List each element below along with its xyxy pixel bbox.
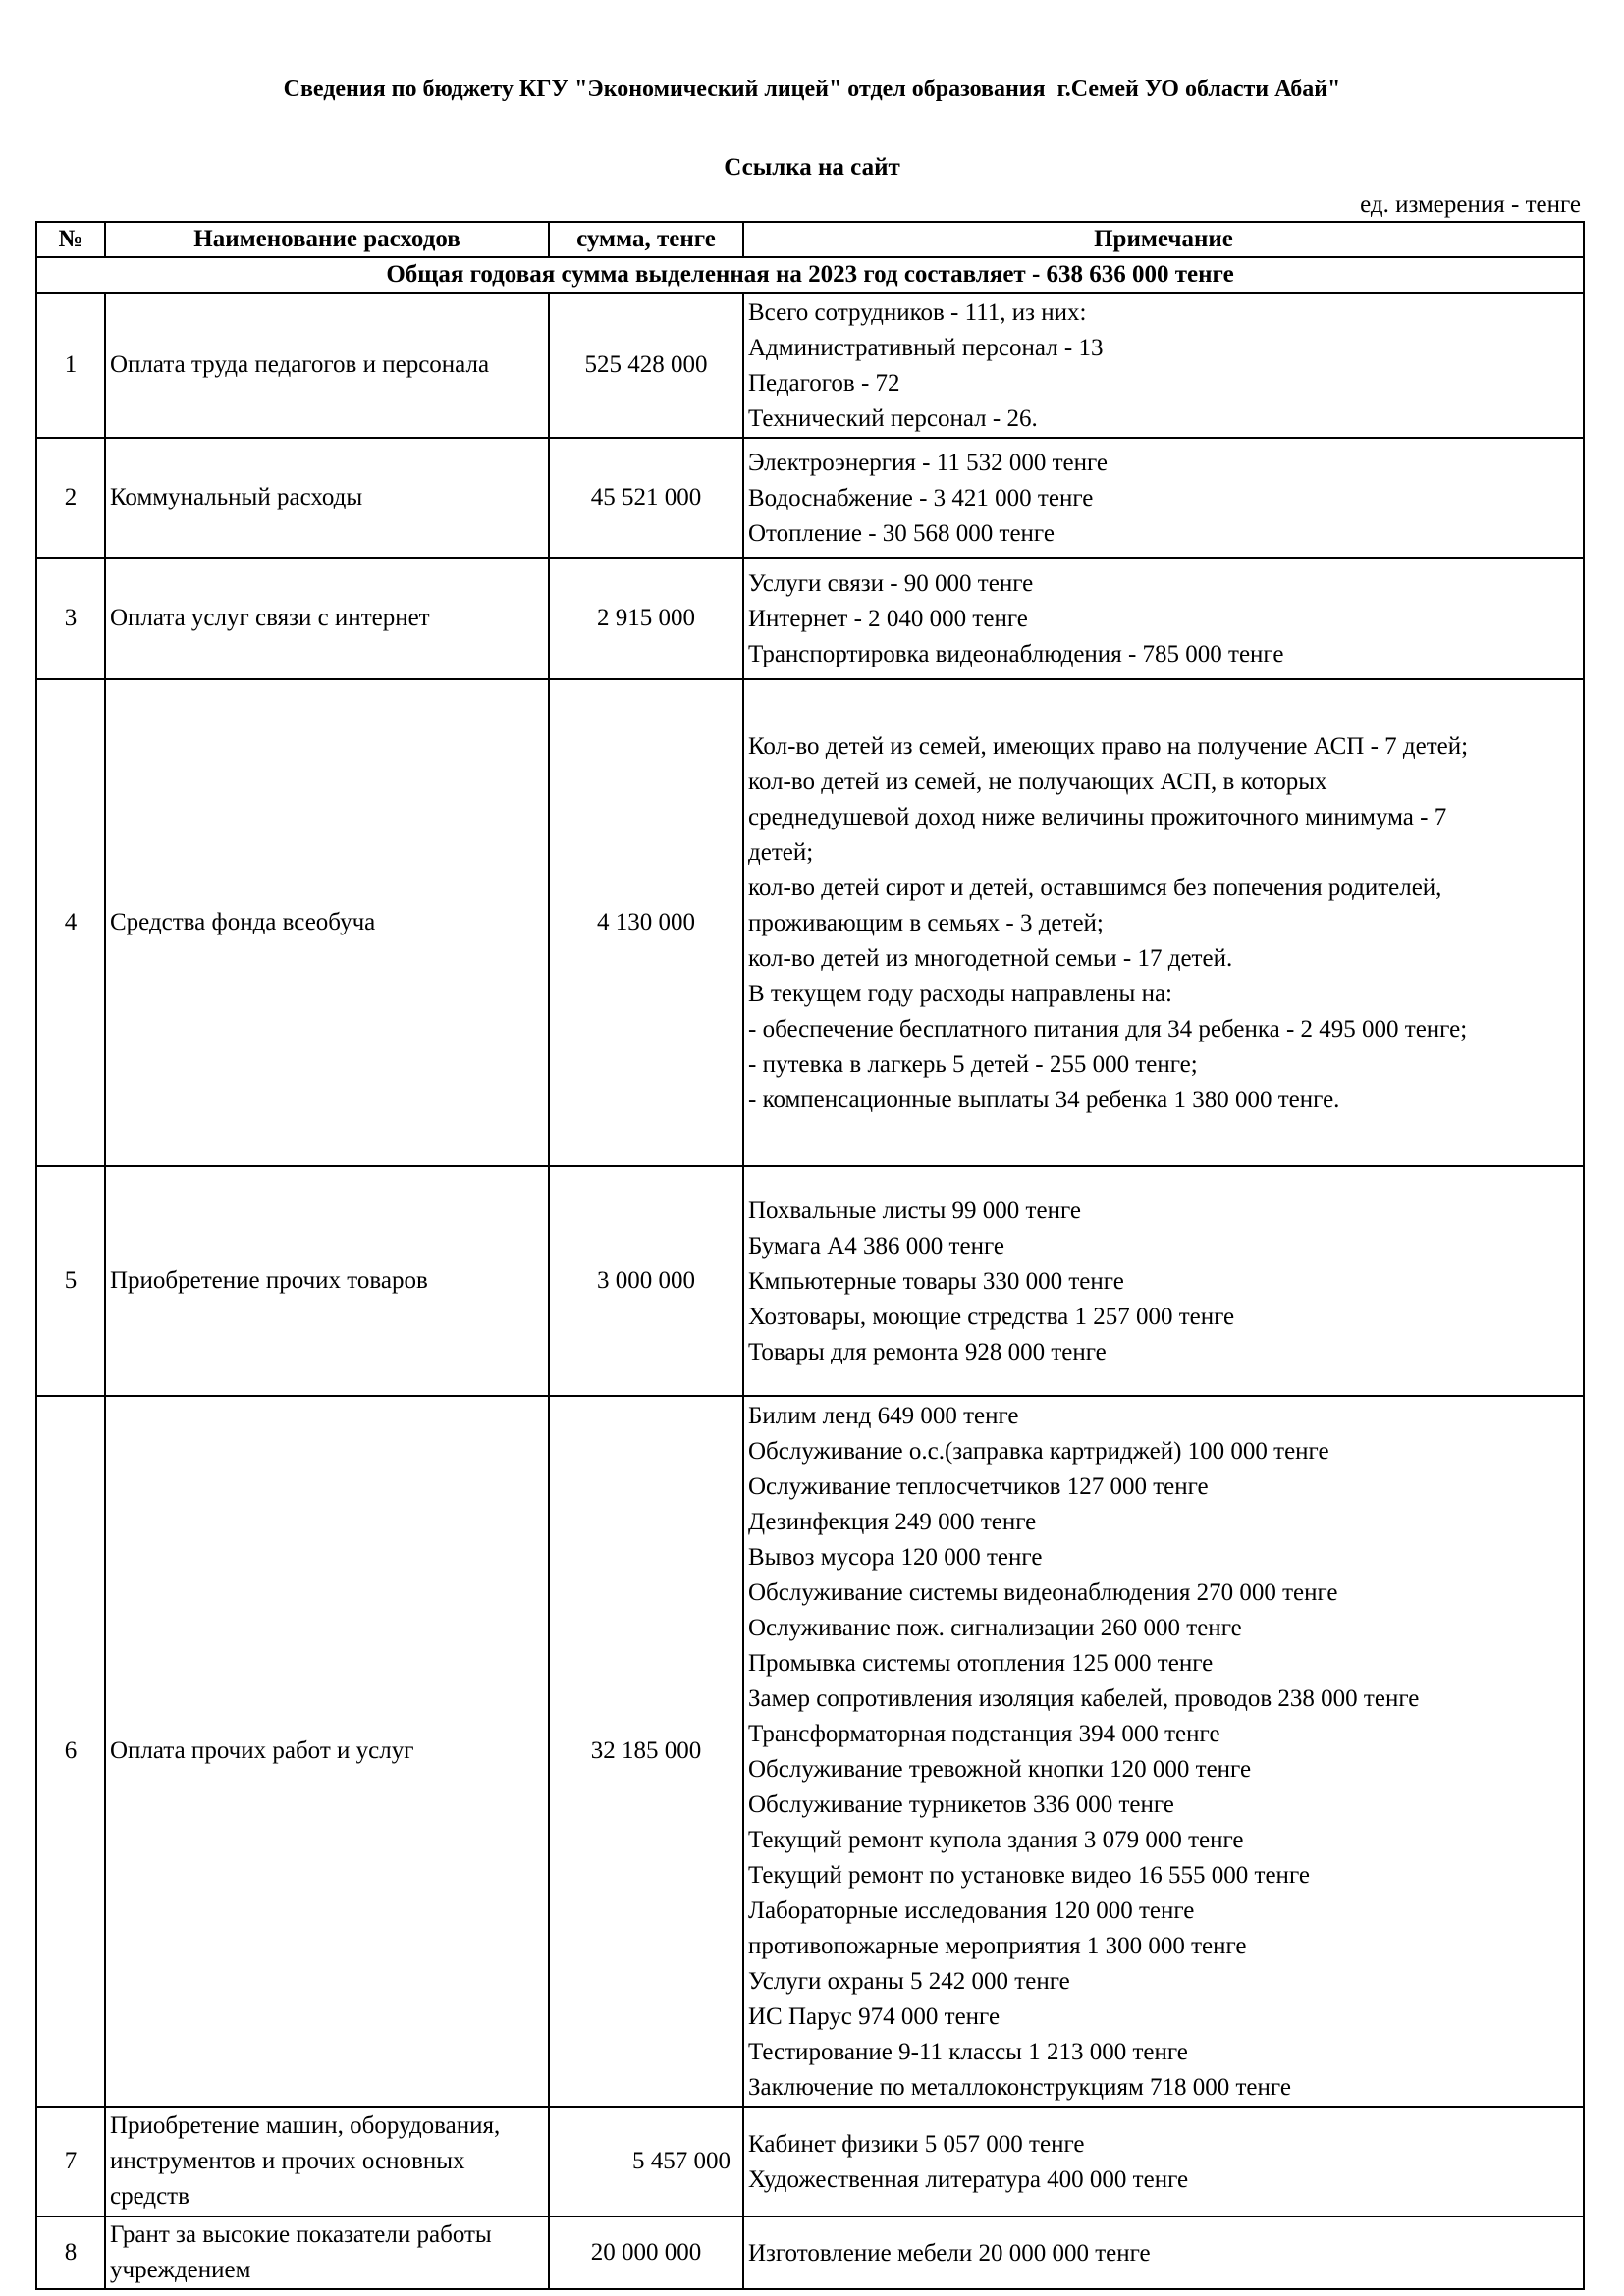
- expense-note: [743, 2107, 1584, 2216]
- row-number: 5: [36, 1166, 105, 1396]
- note-line: Дезинфекция 249 000 тенге: [748, 1509, 1037, 1535]
- row-number: 3: [36, 558, 105, 679]
- document-title: Сведения по бюджету КГУ "Экономический лицей" отдел образования г.Семей УО области Абай": [283, 77, 1341, 102]
- note-line: Электроэнергия - 11 532 000 тенге: [748, 450, 1109, 476]
- note-line: Билим ленд 649 000 тенге: [748, 1403, 1019, 1429]
- expense-sum: 4 130 000: [549, 679, 743, 1166]
- row-number: 8: [36, 2216, 105, 2289]
- note-line: Вывоз мусора 120 000 тенге: [748, 1544, 1043, 1571]
- site-link-label: Ссылка на сайт: [724, 154, 900, 181]
- note-line: Похвальные листы 99 000 тенге: [748, 1198, 1081, 1224]
- note-line: Кол-во детей из семей, имеющих право на получение АСП - 7 детей;: [748, 733, 1469, 760]
- note-line: Товары для ремонта 928 000 тенге: [748, 1339, 1107, 1365]
- column-header-number: №: [36, 222, 105, 257]
- note-line: - компенсационные выплаты 34 ребенка 1 380 000 тенге.: [748, 1087, 1340, 1113]
- expense-name: Оплата труда педагогов и персонала: [105, 293, 549, 438]
- note-line: Административный персонал - 13: [748, 335, 1104, 361]
- unit-label: ед. измерения - тенге: [1360, 191, 1581, 218]
- budget-table: [35, 221, 1585, 2290]
- expense-note: [743, 293, 1584, 438]
- note-line: Трансформаторная подстанция 394 000 тенге: [748, 1721, 1220, 1747]
- note-line: Отопление - 30 568 000 тенге: [748, 520, 1055, 547]
- table-row: [36, 558, 1584, 679]
- note-line: Ослуживание теплосчетчиков 127 000 тенге: [748, 1473, 1209, 1500]
- table-row: [36, 679, 1584, 1166]
- note-line: Обслуживание турникетов 336 000 тенге: [748, 1791, 1174, 1818]
- note-line: Педагогов - 72: [748, 370, 900, 397]
- note-line: Обслуживание о.с.(заправка картриджей) 100 000 тенге: [748, 1438, 1329, 1465]
- expense-sum: 32 185 000: [549, 1396, 743, 2107]
- note-line: Тестирование 9-11 классы 1 213 000 тенге: [748, 2039, 1188, 2065]
- table-row: [36, 1396, 1584, 2107]
- row-number: 4: [36, 679, 105, 1166]
- expense-name: Оплата услуг связи с интернет: [105, 558, 549, 679]
- table-header-row: [36, 222, 1584, 257]
- row-number: 2: [36, 438, 105, 558]
- expense-sum: 5 457 000: [549, 2107, 743, 2216]
- note-line: противопожарные мероприятия 1 300 000 тенге: [748, 1933, 1247, 1959]
- column-header-name: Наименование расходов: [105, 222, 549, 257]
- note-line: среднедушевой доход ниже величины прожиточного минимума - 7: [748, 804, 1447, 830]
- note-line: детей;: [748, 839, 814, 866]
- note-line: Промывка системы отопления 125 000 тенге: [748, 1650, 1214, 1677]
- note-line: Услуги охраны 5 242 000 тенге: [748, 1968, 1070, 1995]
- column-header-sum: сумма, тенге: [549, 222, 743, 257]
- note-line: - путевка в лагкерь 5 детей - 255 000 тенге;: [748, 1051, 1198, 1078]
- note-line: Лабораторные исследования 120 000 тенге: [748, 1897, 1195, 1924]
- note-line: Изготовление мебели 20 000 000 тенге: [748, 2240, 1151, 2267]
- note-line: Текущий ремонт по установке видео 16 555 000 тенге: [748, 1862, 1310, 1889]
- note-line: Обслуживание тревожной кнопки 120 000 тенге: [748, 1756, 1252, 1783]
- note-line: проживающим в семьях - 3 детей;: [748, 910, 1104, 936]
- note-line: Кабинет физики 5 057 000 тенге: [748, 2131, 1085, 2158]
- table-row: [36, 293, 1584, 438]
- expense-sum: 525 428 000: [549, 293, 743, 438]
- expense-name: Коммунальный расходы: [105, 438, 549, 558]
- note-line: Бумага А4 386 000 тенге: [748, 1233, 1004, 1259]
- note-line: В текущем году расходы направлены на:: [748, 981, 1173, 1007]
- total-row: [36, 257, 1584, 293]
- note-line: Художественная литература 400 000 тенге: [748, 2166, 1189, 2193]
- table-row: [36, 2216, 1584, 2289]
- row-number: 6: [36, 1396, 105, 2107]
- table-row: [36, 438, 1584, 558]
- expense-name: Приобретение машин, оборудования, инструментов и прочих основных средств: [105, 2107, 549, 2216]
- expense-sum: 20 000 000: [549, 2216, 743, 2289]
- expense-note: [743, 2216, 1584, 2289]
- expense-name: Оплата прочих работ и услуг: [105, 1396, 549, 2107]
- note-line: кол-во детей сирот и детей, оставшимся без попечения родителей,: [748, 875, 1442, 901]
- expense-sum: 45 521 000: [549, 438, 743, 558]
- row-number: 1: [36, 293, 105, 438]
- expense-name: Грант за высокие показатели работы учреждением: [105, 2216, 549, 2289]
- table-row: [36, 2107, 1584, 2216]
- note-line: - обеспечение бесплатного питания для 34 ребенка - 2 495 000 тенге;: [748, 1016, 1468, 1042]
- note-line: Обслуживание системы видеонаблюдения 270 000 тенге: [748, 1579, 1338, 1606]
- row-number: 7: [36, 2107, 105, 2216]
- note-line: кол-во детей из семей, не получающих АСП, в которых: [748, 769, 1327, 795]
- note-line: ИС Парус 974 000 тенге: [748, 2003, 1001, 2030]
- expense-name: Средства фонда всеобуча: [105, 679, 549, 1166]
- note-line: Интернет - 2 040 000 тенге: [748, 606, 1028, 632]
- column-header-note: Примечание: [743, 222, 1584, 257]
- expense-note: [743, 1166, 1584, 1396]
- note-line: Хозтовары, моющие стредства 1 257 000 тенге: [748, 1304, 1235, 1330]
- expense-note: [743, 558, 1584, 679]
- expense-sum: 3 000 000: [549, 1166, 743, 1396]
- note-line: Водоснабжение - 3 421 000 тенге: [748, 485, 1094, 511]
- note-line: Технический персонал - 26.: [748, 405, 1038, 432]
- note-line: Заключение по металлоконструкциям 718 000 тенге: [748, 2074, 1291, 2101]
- note-line: кол-во детей из многодетной семьи - 17 детей.: [748, 945, 1233, 972]
- expense-name: Приобретение прочих товаров: [105, 1166, 549, 1396]
- note-line: Замер сопротивления изоляция кабелей, проводов 238 000 тенге: [748, 1685, 1420, 1712]
- table-row: [36, 1166, 1584, 1396]
- note-line: Транспортировка видеонаблюдения - 785 000 тенге: [748, 641, 1284, 667]
- note-line: Всего сотрудников - 111, из них:: [748, 299, 1087, 326]
- note-line: Текущий ремонт купола здания 3 079 000 тенге: [748, 1827, 1244, 1853]
- expense-sum: 2 915 000: [549, 558, 743, 679]
- note-line: Кмпьютерные товары 330 000 тенге: [748, 1268, 1124, 1295]
- expense-note: [743, 679, 1584, 1166]
- expense-note: [743, 438, 1584, 558]
- note-line: Ослуживание пож. сигнализации 260 000 тенге: [748, 1615, 1242, 1641]
- note-line: Услуги связи - 90 000 тенге: [748, 570, 1034, 597]
- expense-note: [743, 1396, 1584, 2107]
- total-amount-text: Общая годовая сумма выделенная на 2023 год составляет - 638 636 000 тенге: [36, 257, 1584, 293]
